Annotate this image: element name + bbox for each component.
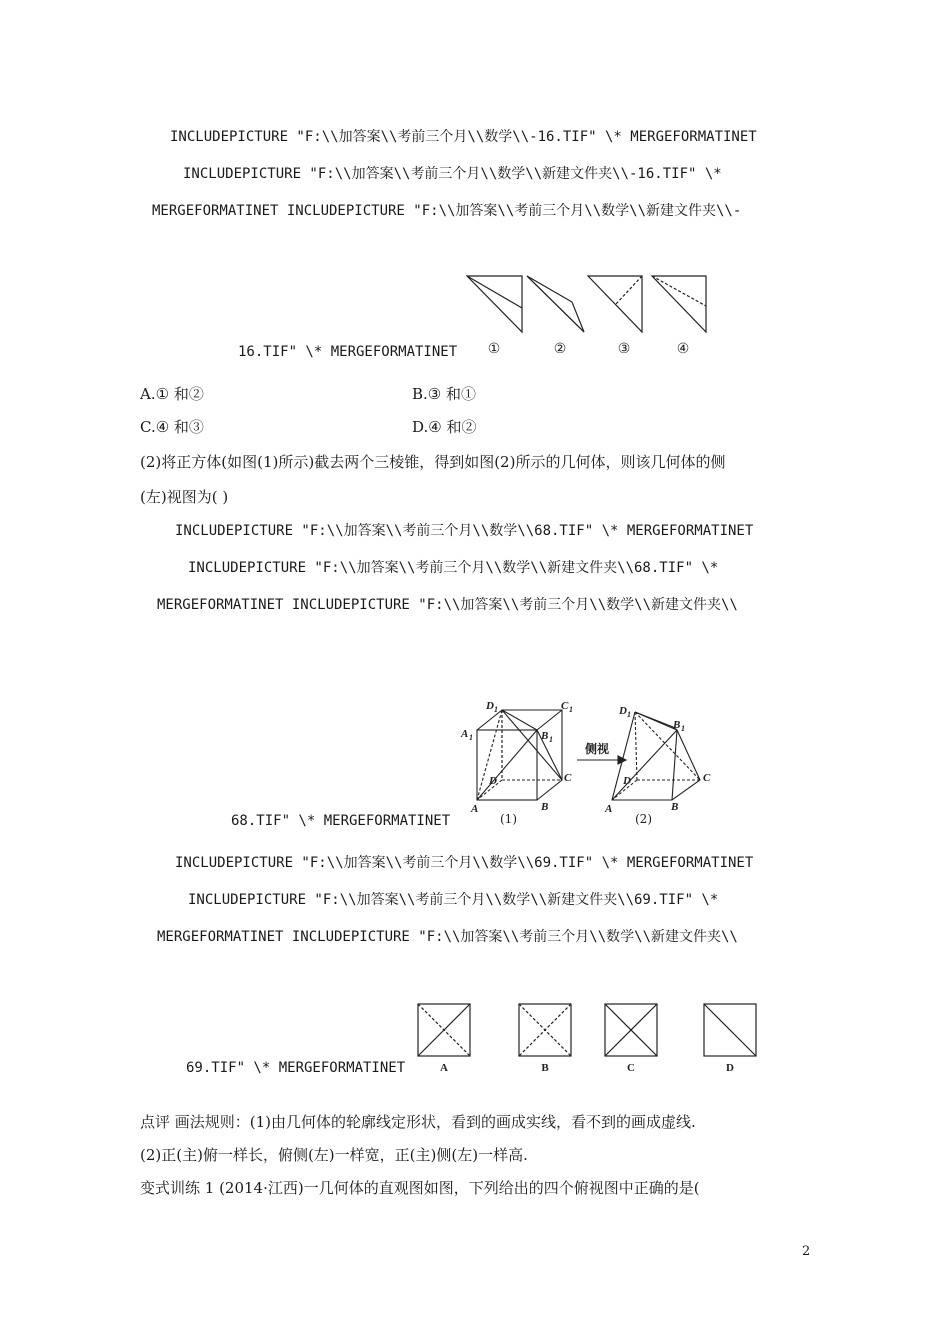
point-subscript: 1: [681, 724, 685, 733]
view-label: ②: [553, 341, 567, 357]
question-2-text: (2)将正方体(如图(1)所示)截去两个三棱锥，得到如图(2)所示的几何体，则该几何体的侧: [140, 453, 726, 471]
figure-caption-2: (2): [635, 812, 652, 826]
view-label: A: [440, 1062, 448, 1074]
field-code-line: INCLUDEPICTURE "F:\\加答案\\考前三个月\\数学\\新建文件夹\\68.TIF" \*: [188, 560, 719, 576]
question-2-text-cont: (左)视图为( ): [140, 488, 229, 506]
option-d: D.④ 和②: [412, 418, 477, 436]
point-label: B: [673, 719, 681, 731]
option-b: B.③ 和①: [412, 385, 477, 403]
field-code-line: INCLUDEPICTURE "F:\\加答案\\考前三个月\\数学\\新建文件夹\\-16.TIF" \*: [183, 166, 722, 182]
point-label: C: [703, 772, 711, 784]
point-label: B: [541, 801, 549, 813]
point-subscript: 1: [494, 705, 498, 714]
view-label: C: [627, 1062, 635, 1074]
view-d-shape: [704, 1004, 756, 1056]
point-label: D: [486, 700, 494, 712]
view-label: ①: [487, 341, 501, 357]
point-label: A: [471, 803, 479, 815]
figure-caption-1: (1): [500, 812, 517, 826]
view-c-shape: [605, 1004, 657, 1056]
point-label: C: [564, 772, 572, 784]
view-1-shape: [467, 276, 522, 332]
field-code-line: INCLUDEPICTURE "F:\\加答案\\考前三个月\\数学\\-16.TIF" \* MERGEFORMATINET: [170, 129, 757, 145]
field-code-line: MERGEFORMATINET INCLUDEPICTURE "F:\\加答案\\考前三个月\\数学\\新建文件夹\\: [157, 597, 738, 613]
field-code-line: INCLUDEPICTURE "F:\\加答案\\考前三个月\\数学\\68.TIF" \* MERGEFORMATINET: [175, 523, 754, 539]
point-label: D: [489, 775, 497, 787]
point-label: B: [671, 801, 679, 813]
option-a: A.① 和②: [140, 385, 204, 403]
view-label: ④: [676, 341, 690, 357]
point-subscript: 1: [469, 733, 473, 742]
view-a-shape: [418, 1004, 470, 1056]
field-code-line: 69.TIF" \* MERGEFORMATINET: [186, 1060, 406, 1076]
triangle-views-figure: [460, 268, 720, 360]
point-label: C: [561, 700, 569, 712]
point-label: A: [605, 803, 613, 815]
page-number: 2: [802, 1244, 811, 1259]
option-c: C.④ 和③: [140, 418, 204, 436]
point-subscript: 1: [549, 735, 553, 744]
point-label: D: [623, 775, 631, 787]
field-code-line: 68.TIF" \* MERGEFORMATINET: [231, 813, 451, 829]
field-code-line: INCLUDEPICTURE "F:\\加答案\\考前三个月\\数学\\69.TIF" \* MERGEFORMATINET: [175, 855, 754, 871]
view-b-shape: [519, 1004, 571, 1056]
field-code-line: 16.TIF" \* MERGEFORMATINET: [238, 344, 458, 360]
cube-figure: [455, 692, 720, 832]
field-code-line: MERGEFORMATINET INCLUDEPICTURE "F:\\加答案\\考前三个月\\数学\\新建文件夹\\: [157, 929, 738, 945]
view-label: D: [726, 1062, 734, 1074]
comment-line: (2)正(主)俯一样长，俯侧(左)一样宽，正(主)侧(左)一样高.: [140, 1146, 528, 1164]
view-label: ③: [617, 341, 631, 357]
view-2-shape: [527, 276, 584, 332]
point-subscript: 1: [569, 705, 573, 714]
point-subscript: 1: [627, 710, 631, 719]
view-3-shape: [588, 276, 642, 332]
view-label: B: [541, 1062, 549, 1074]
square-views-figure: [412, 998, 762, 1078]
side-view-label: 侧视: [585, 742, 610, 756]
point-label: A: [461, 728, 469, 740]
point-label: B: [541, 730, 549, 742]
point-label: D: [619, 705, 627, 717]
comment-line: 点评 画法规则：(1)由几何体的轮廓线定形状，看到的画成实线，看不到的画成虚线.: [140, 1113, 696, 1131]
practice-question: 变式训练 1 (2014·江西)一几何体的直观图如图，下列给出的四个俯视图中正确的是(: [140, 1179, 700, 1197]
view-4-shape: [652, 276, 706, 332]
field-code-line: MERGEFORMATINET INCLUDEPICTURE "F:\\加答案\\考前三个月\\数学\\新建文件夹\\-: [152, 203, 742, 219]
field-code-line: INCLUDEPICTURE "F:\\加答案\\考前三个月\\数学\\新建文件夹\\69.TIF" \*: [188, 892, 719, 908]
